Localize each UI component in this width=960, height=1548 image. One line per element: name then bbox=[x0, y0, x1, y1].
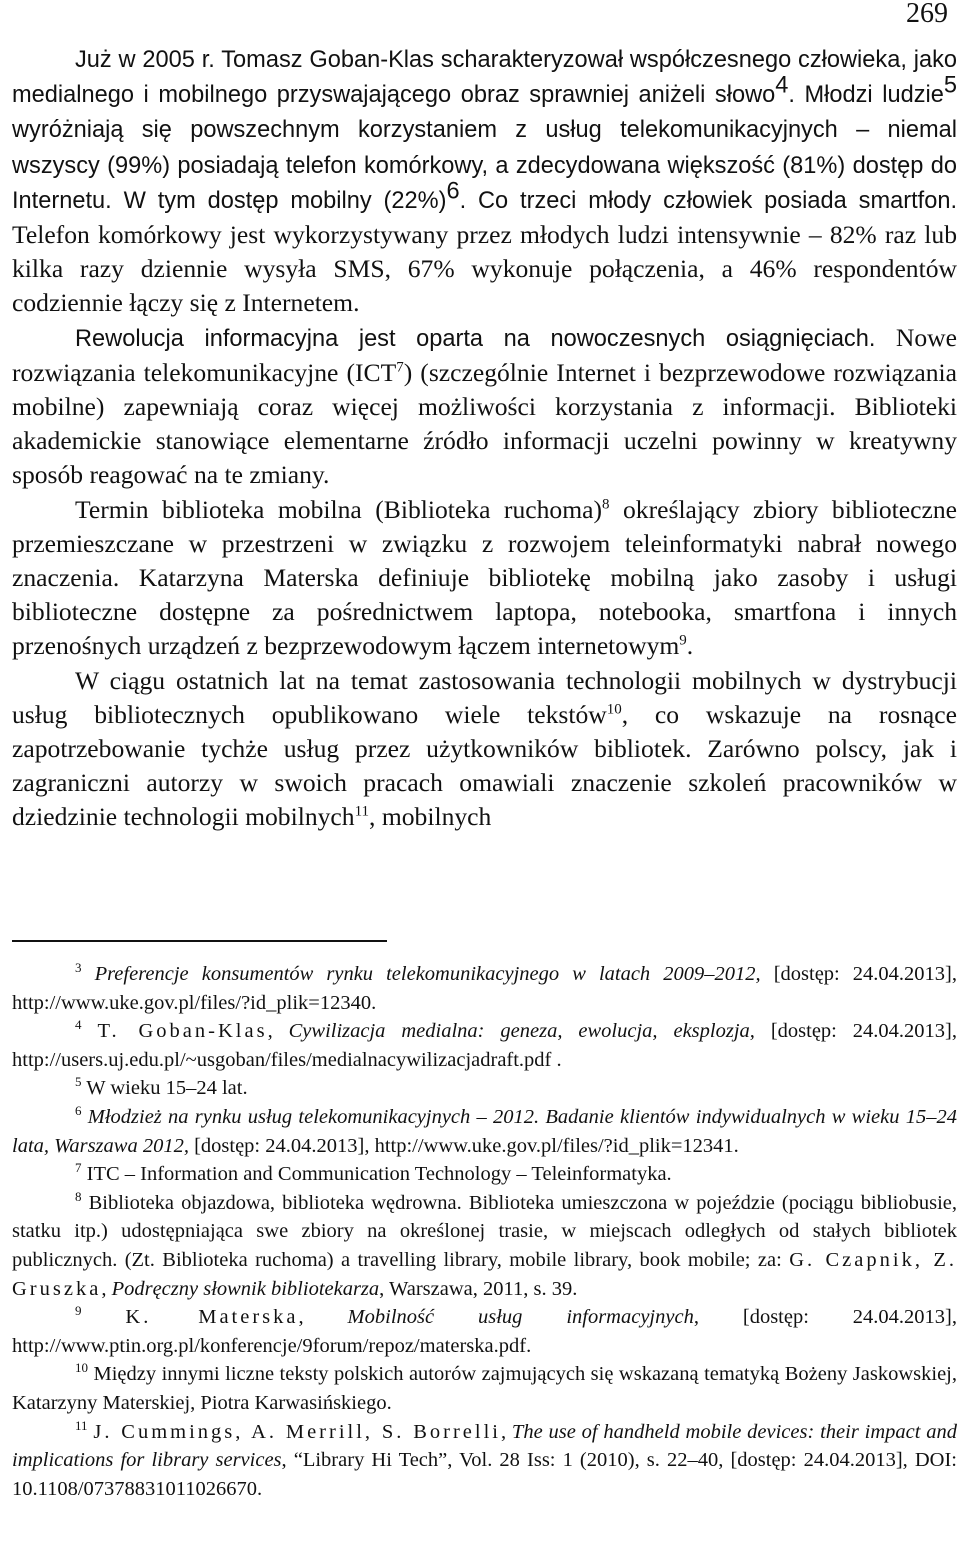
footnote-10 bbox=[12, 1360, 957, 1417]
footnote-title: Podręczny słownik bibliotekarza bbox=[111, 1277, 380, 1300]
footnote-author: T. Goban-Klas bbox=[97, 1020, 268, 1043]
footnote-ref-8[interactable]: 8 bbox=[602, 496, 610, 513]
paragraph-2-text-a: Rewolucja informacyjna jest oparta na nowoczesnych osiągnięciach. bbox=[75, 325, 876, 352]
paragraph-4-text-c: , mobilnych bbox=[369, 802, 492, 832]
page-number: 269 bbox=[906, 0, 948, 29]
footnote-author: J. Cummings, A. Merrill, S. Borrelli bbox=[93, 1420, 501, 1443]
paragraph-1-text-a: Już w 2005 r. Tomasz Goban-Klas scharakteryzował współczesnego człowieka, jako medialnego i mobilnego przyswajającego obraz sprawniej aniżeli słowo bbox=[12, 47, 957, 109]
footnote-5 bbox=[12, 1074, 957, 1103]
paragraph-1 bbox=[12, 42, 957, 321]
paragraph-1-text-d: . Co trzeci młody człowiek posiada smartfon. bbox=[459, 187, 957, 214]
footnote-ref-9[interactable]: 9 bbox=[679, 632, 687, 649]
paragraph-3-text-b: określający zbiory biblioteczne przemieszczane w przestrzeni w związku z rozwojem teleinformatyki nabrał nowego znaczenia. Katarzyna Materska definiuje bibliotekę mobilną jako zasoby i usługi biblioteczne dostępne za pośrednictwem laptopa, notebooka, smartfona i innych przenośnych urządzeń z bezprzewodowym łączem internetowym bbox=[12, 494, 957, 661]
footnote-number: 11 bbox=[75, 1417, 88, 1433]
paragraph-4-text-b: , co wskazuje na rosnące zapotrzebowanie tychże usług przez użytkowników bibliotek. Zarówno polscy, jak i zagraniczni autorzy w swoich pracach omawiali znaczenie szkoleń pracowników w dziedzinie technologii mobilnych bbox=[12, 699, 957, 832]
footnote-source: , “Library Hi Tech”, Vol. 28 Iss: 1 (2010), s. 22–40, [dostęp: 24.04.2013], DOI: 10.1108/07378831011026670. bbox=[12, 1449, 957, 1500]
footnote-title: Preferencje konsumentów rynku telekomunikacyjnego w latach 2009–2012, bbox=[94, 963, 761, 985]
footnote-11 bbox=[12, 1418, 957, 1504]
footnote-6 bbox=[12, 1103, 957, 1160]
paragraph-1-text-e: Telefon komórkowy jest wykorzystywany przez młodych ludzi intensywnie – 82% raz lub kilka razy dziennie wysyła SMS, 67% wykonuje połączenia, a 46% respondentów codziennie łączy się z Internetem. bbox=[12, 220, 957, 318]
footnote-source: , [dostęp: 24.04.2013], http://www.ptin.org.pl/konferencje/9forum/repoz/materska.pdf. bbox=[12, 1306, 958, 1357]
paragraph-1-text-c: wyróżniają się powszechnym korzystaniem z usług telekomunikacyjnych – niemal wszyscy (99%) posiadają telefon komórkowy, a zdecydowana większość (81%) dostęp do Internetu. W tym dostęp mobilny (22%) bbox=[12, 117, 957, 214]
footnote-8 bbox=[12, 1189, 957, 1303]
footnote-number: 8 bbox=[75, 1188, 82, 1204]
footnote-title: The use of handheld mobile devices: their impact and implications for library services bbox=[12, 1420, 958, 1472]
footnote-text: Między innymi liczne teksty polskich autorów zajmujących się wskazaną tematyką Bożeny Jaskowskiej, Katarzyny Materskiej, Piotra Karwasińskiego. bbox=[12, 1363, 957, 1414]
footnote-title: Młodzież na rynku usług telekomunikacyjnych – 2012. Badanie klientów indywidualnych w wieku 15–24 lata, Warszawa 2012, bbox=[12, 1105, 958, 1157]
footnote-9 bbox=[12, 1303, 957, 1360]
footnote-ref-6[interactable]: 6 bbox=[446, 178, 460, 205]
footnote-ref-4[interactable]: 4 bbox=[775, 72, 789, 99]
footnote-source: [dostęp: 24.04.2013], http://users.uj.edu.pl/~usgoban/files/medialnacywilizacjadraft.pdf . bbox=[12, 1020, 958, 1071]
footnote-author: K. Materska bbox=[125, 1306, 299, 1329]
footnote-source: [dostęp: 24.04.2013], http://www.uke.gov.pl/files/?id_plik=12340. bbox=[12, 963, 957, 1014]
footnote-title: Mobilność usług informacyjnych bbox=[347, 1306, 694, 1329]
footnote-separator-text: , bbox=[267, 1020, 289, 1043]
footnote-text: Biblioteka objazdowa, biblioteka wędrowna. Biblioteka umieszczona w pojeździe (pociągu bibliobusie, statku itp.) udostępniająca swe zbiory na określonej trasie, w miejscach odległych od stałych bibliotek publicznych. (Zt. Biblioteka ruchoma) a travelling library, mobile library, book mobile; za: bbox=[12, 1191, 957, 1271]
paragraph-4 bbox=[12, 664, 957, 835]
footnote-number: 7 bbox=[75, 1160, 82, 1176]
footnote-author: G. Czapnik, Z. Gruszka bbox=[12, 1248, 957, 1300]
footnote-3 bbox=[12, 960, 957, 1017]
paragraph-3-text-c: . bbox=[686, 631, 694, 661]
footnote-4 bbox=[12, 1017, 957, 1074]
footnote-text: W wieku 15–24 lat. bbox=[81, 1077, 248, 1100]
footnote-number: 5 bbox=[75, 1074, 82, 1090]
footnote-ref-11[interactable]: 11 bbox=[354, 803, 370, 820]
footnote-number: 3 bbox=[75, 960, 82, 976]
paragraph-2-text-b: Nowe rozwiązania telekomunikacyjne (ICT bbox=[12, 322, 958, 387]
paragraph-3 bbox=[12, 493, 957, 664]
footnote-text: ITC – Information and Communication Technology – Teleinformatyka. bbox=[81, 1163, 672, 1186]
footnote-ref-7[interactable]: 7 bbox=[396, 359, 404, 376]
paragraph-3-text-a: Termin biblioteka mobilna (Biblioteka ruchoma) bbox=[75, 494, 602, 524]
main-text bbox=[12, 42, 957, 835]
paragraph-2 bbox=[12, 321, 957, 493]
paragraph-4-text-a: W ciągu ostatnich lat na temat zastosowania technologii mobilnych w dystrybucji usług bibliotecznych opublikowano wiele tekstów bbox=[12, 665, 957, 729]
footnote-number: 9 bbox=[75, 1303, 82, 1319]
footnote-number: 4 bbox=[75, 1017, 82, 1033]
footnote-source: [dostęp: 24.04.2013], http://www.uke.gov.pl/files/?id_plik=12341. bbox=[188, 1134, 739, 1157]
footnote-separator-text: , bbox=[101, 1277, 112, 1300]
footnote-ref-10[interactable]: 10 bbox=[606, 701, 622, 718]
footnote-separator bbox=[12, 940, 387, 942]
footnotes bbox=[12, 960, 957, 1503]
footnote-separator-text: , bbox=[298, 1306, 348, 1329]
footnote-ref-5[interactable]: 5 bbox=[943, 72, 957, 99]
paragraph-2-text-c: ) (szczególnie Internet i bezprzewodowe rozwiązania mobilne) zapewniają coraz więcej możliwości korzystania z informacji. Biblioteki akademickie stanowiące elementarne źródło informacji uczelni powinny w kreatywny sposób reagować na te zmiany. bbox=[12, 357, 957, 490]
footnote-title: Cywilizacja medialna: geneza, ewolucja, eksplozja, bbox=[288, 1020, 755, 1043]
footnote-separator-text: , bbox=[500, 1420, 512, 1443]
footnote-source: , Warszawa, 2011, s. 39. bbox=[379, 1277, 578, 1300]
footnote-number: 10 bbox=[75, 1360, 88, 1376]
footnote-7 bbox=[12, 1160, 957, 1189]
footnote-number: 6 bbox=[75, 1103, 82, 1119]
paragraph-1-text-b: . Młodzi ludzie bbox=[788, 82, 944, 109]
